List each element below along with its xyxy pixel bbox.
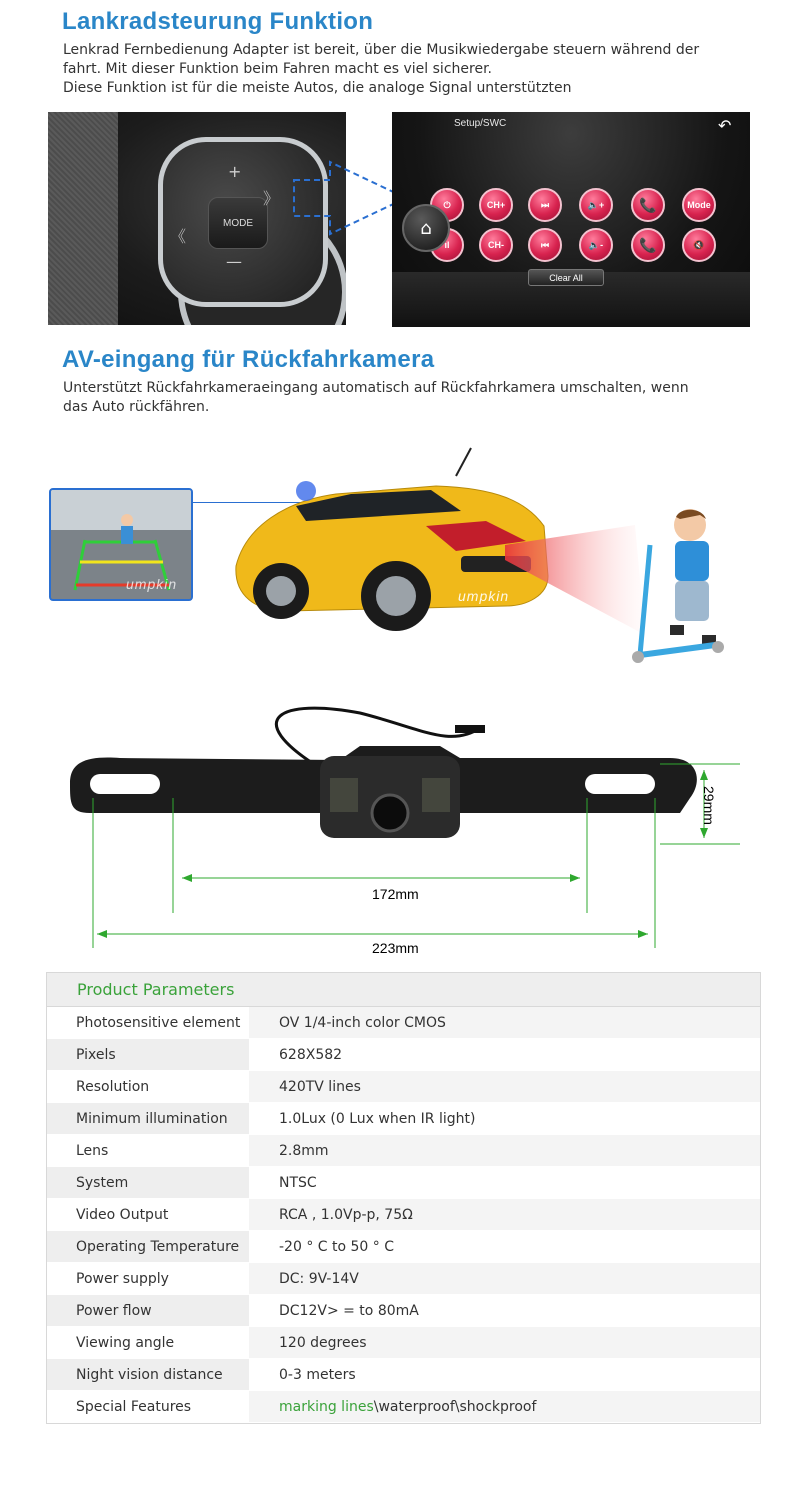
swc-volume-down-button[interactable]: 🔈- [579, 228, 613, 262]
param-label: Pixels [47, 1039, 249, 1070]
param-value: DC12V> = to 80mA [279, 1302, 419, 1319]
av-description-line-1: Unterstützt Rückfahrkameraeingang automatisch auf Rückfahrkamera umschalten, wenn [63, 380, 689, 396]
clear-all-button[interactable]: Clear All [528, 269, 604, 286]
leather-texture [48, 112, 118, 325]
param-value: 0-3 meters [279, 1366, 356, 1383]
param-value: OV 1/4-inch color CMOS [249, 1007, 760, 1038]
param-value: 2.8mm [249, 1135, 760, 1166]
param-label: Special Features [76, 1398, 192, 1415]
camera-dimension-diagram [60, 688, 750, 958]
swc-call-hangup-button[interactable] [631, 228, 665, 262]
param-value-highlight: marking lines [279, 1398, 374, 1415]
param-label: Video Output [76, 1206, 169, 1223]
param-value-rest: \waterproof\shockproof [373, 1398, 537, 1415]
av-section-title: AV-eingang für Rückfahrkamera [62, 346, 435, 373]
swc-section-title: Lankradsteurung Funktion [62, 8, 374, 35]
param-value [249, 1391, 760, 1422]
child-on-scooter-image [620, 505, 735, 665]
table-row [47, 1135, 760, 1167]
av-description [63, 379, 689, 417]
swc-call-answer-button[interactable] [631, 188, 665, 222]
param-label: Power flow [47, 1295, 249, 1326]
swc-signal-button[interactable]: ıl [430, 228, 464, 262]
param-value: 420TV lines [249, 1071, 760, 1102]
swc-setup-screen [392, 112, 750, 327]
wheel-minus-icon: — [226, 252, 242, 271]
wheel-mode-button: MODE [208, 197, 268, 249]
table-row [47, 1327, 760, 1359]
swc-description-line-3: Diese Funktion ist für die meiste Autos, die analoge Signal unterstützten [63, 80, 572, 96]
back-arrow-icon[interactable]: ↶ [718, 116, 732, 135]
monitor-watermark: umpkin [126, 576, 178, 592]
wheel-plus-icon: + [228, 162, 242, 181]
param-value: 120 degrees [249, 1327, 760, 1358]
param-value: 628X582 [279, 1046, 343, 1063]
table-row [47, 1103, 760, 1135]
param-label: Power supply [76, 1270, 169, 1287]
dimension-total-width-label: 223mm [372, 940, 419, 956]
swc-power-button[interactable]: ⏻ [430, 188, 464, 222]
param-value: RCA , 1.0Vp-p, 75Ω [249, 1199, 760, 1230]
car-watermark: umpkin [458, 588, 510, 604]
av-description-line-2: das Auto rückfähren. [63, 399, 210, 415]
table-row [47, 1167, 760, 1199]
dimension-height-label: 29mm [701, 786, 717, 825]
param-label: Viewing angle [76, 1334, 175, 1351]
param-label: Operating Temperature [47, 1231, 249, 1262]
swc-prev-track-button[interactable]: ⏮ [528, 228, 562, 262]
param-value: 1.0Lux (0 Lux when IR light) [279, 1110, 476, 1127]
product-parameters-table [46, 972, 761, 1424]
swc-channel-down-button[interactable]: CH- [479, 228, 513, 262]
param-value: DC: 9V-14V [249, 1263, 760, 1294]
wheel-prev-icon: 《 [170, 227, 187, 246]
phone-hangup-icon: 📞 [639, 236, 657, 253]
rear-camera-monitor-view [49, 488, 193, 601]
table-row [47, 1295, 760, 1327]
home-icon[interactable]: ⌂ [402, 204, 450, 252]
param-value: NTSC [279, 1174, 317, 1191]
table-row [47, 1039, 760, 1071]
swc-mute-button[interactable]: 🔇 [682, 228, 716, 262]
param-label: Night vision distance [47, 1359, 249, 1390]
param-label: Resolution [76, 1078, 150, 1095]
table-row [47, 1071, 760, 1103]
phone-answer-icon: 📞 [639, 196, 657, 213]
table-row [47, 1263, 760, 1295]
product-parameters-title: Product Parameters [47, 973, 760, 1007]
swc-mode-button[interactable]: Mode [682, 188, 716, 222]
swc-channel-up-button[interactable]: CH+ [479, 188, 513, 222]
table-row [47, 1231, 760, 1263]
swc-volume-up-button[interactable]: 🔈+ [579, 188, 613, 222]
table-row [47, 1007, 760, 1039]
param-label: Minimum illumination [47, 1103, 249, 1134]
table-row [47, 1359, 760, 1391]
param-label: Lens [76, 1142, 109, 1159]
wheel-next-icon: 》 [263, 189, 280, 208]
table-row [47, 1199, 760, 1231]
table-row [47, 1391, 760, 1423]
param-label: System [47, 1167, 249, 1198]
param-value: -20 ° C to 50 ° C [279, 1238, 394, 1255]
swc-screen-title: Setup/SWC [454, 118, 507, 129]
dimension-hole-span-label: 172mm [372, 886, 419, 902]
swc-description-line-1: Lenkrad Fernbedienung Adapter ist bereit, über die Musikwiedergabe steuern während der [63, 42, 700, 58]
swc-description-line-2: fahrt. Mit dieser Funktion beim Fahren macht es viel sicherer. [63, 61, 492, 77]
param-label: Photosensitive element [76, 1014, 241, 1031]
swc-description [63, 41, 699, 98]
swc-next-track-button[interactable]: ⏭ [528, 188, 562, 222]
